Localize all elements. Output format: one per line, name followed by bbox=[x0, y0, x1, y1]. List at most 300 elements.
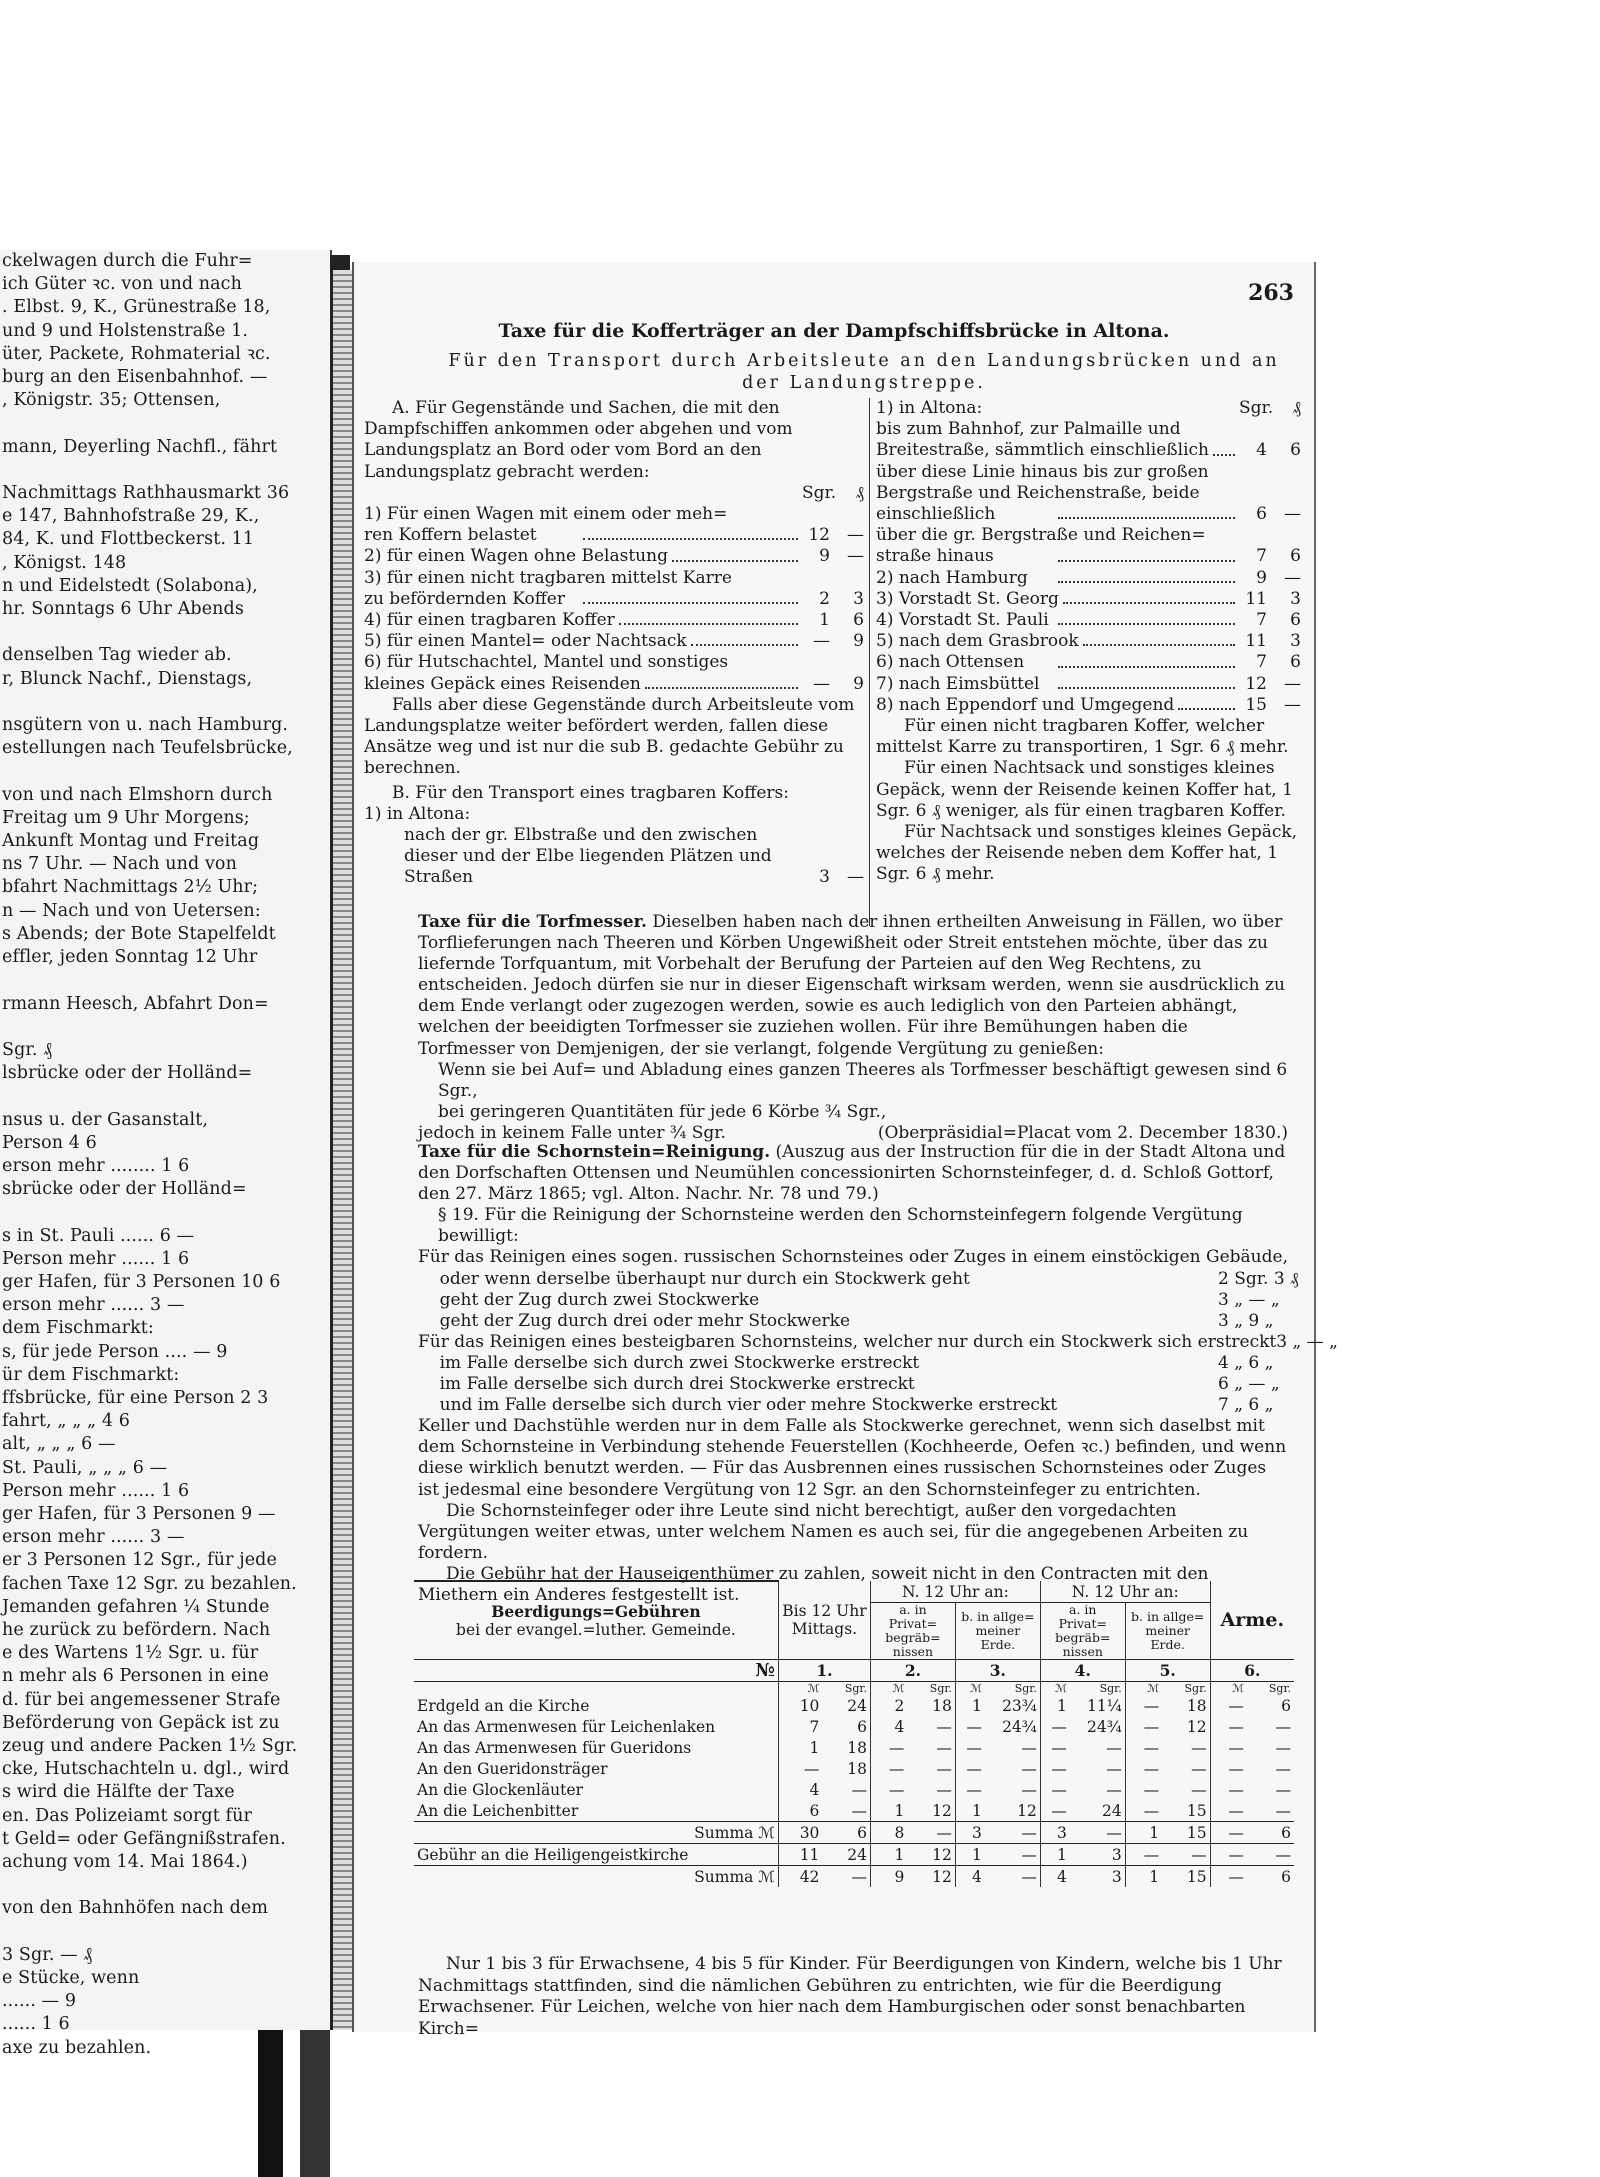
schorn-item-row bbox=[418, 1247, 1288, 1268]
koffer-item-pf: 6 bbox=[853, 610, 864, 631]
left-page-line: n und Eidelstedt (Solabona), bbox=[2, 575, 258, 596]
koffer-item-text: Breitestraße, sämmtlich einschließlich bbox=[876, 440, 1210, 461]
fee-row-value: — bbox=[870, 1737, 907, 1758]
left-page-line: s in St. Pauli ...... 6 — bbox=[2, 1225, 195, 1246]
fee-row-value: — bbox=[851, 1780, 867, 1799]
fee-row-value: 6 bbox=[857, 1717, 867, 1736]
koffer-b-heading: B. Für den Transport eines tragbaren Koffers: bbox=[392, 782, 789, 803]
fee-row-value: — bbox=[1191, 1759, 1207, 1778]
unit-mark: Sgr. bbox=[1268, 1682, 1291, 1695]
left-page-line: 3 Sgr. — ₰ bbox=[2, 1944, 93, 1965]
fee-row-value: — bbox=[955, 1779, 985, 1800]
left-page-line: dem Fischmarkt: bbox=[2, 1318, 154, 1339]
koffer-item-text: 5) für einen Mantel= oder Nachtsack bbox=[364, 631, 687, 652]
left-page-line: von und nach Elmshorn durch bbox=[2, 784, 273, 805]
fee-row-value: — bbox=[1191, 1738, 1207, 1757]
summa-row-value: 6 bbox=[1247, 1822, 1294, 1844]
schorn-item-value: 4 „ 6 „ bbox=[1218, 1352, 1274, 1373]
heilig-row-value: — bbox=[1125, 1844, 1162, 1866]
fee-row-value: — bbox=[1106, 1759, 1122, 1778]
koffer-item-sgr: 12 bbox=[808, 525, 830, 546]
summa-row-value: 3 bbox=[955, 1822, 985, 1844]
schorn-intro: (Auszug aus der Instruction für die in der Stadt Altona und den Dorfschaften Ottensen und Neumühlen concessionirten Schornsteinfeger, d. d. Schloß Gottorf, den 27. März 1865; vgl. Alton. Nachr. Nr. 78 und 79.) bbox=[418, 1142, 1286, 1205]
summa-total-row-value: — bbox=[1210, 1866, 1247, 1888]
summa-total-row bbox=[414, 1866, 1294, 1888]
torf-line2: bei geringeren Quantitäten für jede 6 Körbe ¾ Sgr., bbox=[438, 1101, 887, 1122]
summa-row-value: 8 bbox=[870, 1822, 907, 1844]
fee-row bbox=[414, 1779, 1294, 1800]
left-page-line: ...... 1 6 bbox=[2, 2014, 70, 2035]
left-page-line: achung vom 14. Mai 1864.) bbox=[2, 1852, 248, 1873]
koffer-item-sgr bbox=[1239, 525, 1267, 546]
koffer-item-sgr bbox=[802, 504, 830, 525]
binding-shadow bbox=[258, 2030, 283, 2177]
fee-row-value: — bbox=[1125, 1800, 1162, 1822]
fee-row-value: — bbox=[936, 1738, 952, 1757]
summa-total-row-value: 3 bbox=[1070, 1866, 1125, 1888]
left-page-line: alt, „ „ „ 6 — bbox=[2, 1434, 116, 1455]
fee-row-value: 4 bbox=[778, 1779, 822, 1800]
summa-total-row-value: 1 bbox=[1125, 1866, 1162, 1888]
fee-row-value: — bbox=[1125, 1779, 1162, 1800]
leader-dots bbox=[645, 674, 798, 689]
fee-row-value: 6 bbox=[778, 1800, 822, 1822]
summa-row bbox=[414, 1822, 1294, 1844]
leader-dots bbox=[1058, 504, 1236, 519]
beerdigung-table bbox=[414, 1580, 1294, 1887]
group-header-2: N. 12 Uhr an: bbox=[1040, 1581, 1210, 1603]
leader-dots bbox=[1058, 674, 1236, 689]
left-page-line: lsbrücke oder der Holländ= bbox=[2, 1063, 253, 1084]
left-page-line: sbrücke oder der Holländ= bbox=[2, 1179, 247, 1200]
fee-row-value: 24 bbox=[847, 1696, 867, 1715]
left-page-line: ich Güter ꝛc. von und nach bbox=[2, 274, 242, 295]
left-page-line: Sgr. ₰ bbox=[2, 1039, 53, 1060]
fee-row-value: — bbox=[1040, 1758, 1070, 1779]
column-number: 2. bbox=[870, 1660, 955, 1682]
unit-mark: ℳ bbox=[870, 1682, 907, 1696]
left-page-line: zeug und andere Packen 1½ Sgr. bbox=[2, 1736, 298, 1756]
heilig-row-value: 11 bbox=[778, 1844, 822, 1866]
left-page-line: e 147, Bahnhofstraße 29, K., bbox=[2, 506, 260, 527]
koffer-item-pf: 3 bbox=[853, 588, 864, 609]
fee-row-value: — bbox=[851, 1801, 867, 1820]
koffer-item-sgr: 11 bbox=[1245, 588, 1267, 609]
left-page-line: effler, jeden Sonntag 12 Uhr bbox=[2, 947, 258, 968]
koffer-item-sgr: 7 bbox=[1256, 652, 1267, 673]
koffer-item-row bbox=[876, 589, 1301, 610]
unit-pf: ₰ bbox=[1292, 398, 1301, 418]
left-page bbox=[0, 250, 332, 2058]
koffer-item-text: 5) nach dem Grasbrook bbox=[876, 631, 1079, 652]
left-page-line bbox=[0, 621, 330, 644]
beerdigung-footer: Nur 1 bis 3 für Erwachsene, 4 bis 5 für Kinder. Für Beerdigungen von Kindern, welche bis 1 Uhr Nachmittags stattfinden, sind die nämlichen Gebühren zu entrichten, wie für die Beerdigung Erwachsener. Für Leichen, welche von hier nach dem Hamburgischen oder sonst benachbarten Kirch= bbox=[418, 1954, 1282, 2039]
left-page-line: Ankunft Montag und Freitag bbox=[2, 831, 260, 852]
fee-row bbox=[414, 1695, 1294, 1716]
left-page-line: erson mehr ........ 1 6 bbox=[2, 1155, 190, 1176]
schorn-19: § 19. Für die Reinigung der Schornsteine werden den Schornsteinfegern folgende Vergütung bewilligt: bbox=[438, 1205, 1243, 1247]
koffer-item-text: 3) für einen nicht tragbaren mittelst Karre bbox=[364, 567, 732, 588]
koffer-item-pf: — bbox=[1284, 694, 1301, 715]
left-page-line bbox=[0, 1874, 330, 1897]
unit-mark: ℳ bbox=[1210, 1682, 1247, 1696]
fee-row-value: 12 bbox=[1017, 1801, 1037, 1820]
fee-row-value: — bbox=[1021, 1738, 1037, 1757]
left-page-line: Person 4 6 bbox=[2, 1132, 97, 1153]
koffer-item-row bbox=[876, 419, 1301, 440]
koffer-b1: 1) in Altona: bbox=[364, 803, 471, 824]
torf-paragraph bbox=[418, 912, 1288, 1060]
koffer-b1-sgr: 3 bbox=[819, 867, 830, 888]
left-page-line bbox=[0, 760, 330, 783]
fee-row-value: — bbox=[870, 1779, 907, 1800]
koffer-item-sgr: 6 bbox=[1256, 504, 1267, 525]
left-page-line: ür dem Fischmarkt: bbox=[2, 1364, 180, 1385]
koffer-item-row bbox=[364, 652, 864, 673]
left-page-line: Person mehr ...... 1 6 bbox=[2, 1248, 190, 1269]
koffer-item-sgr: 9 bbox=[1256, 567, 1267, 588]
koffer-item-text: Bergstraße und Reichenstraße, beide bbox=[876, 482, 1200, 503]
schorn-item-text: Für das Reinigen eines sogen. russischen Schornsteines oder Zuges in einem einstöckigen Gebäude, bbox=[418, 1247, 1288, 1268]
koffer-item-text: über die gr. Bergstraße und Reichen= bbox=[876, 525, 1206, 546]
unit-mark: Sgr. bbox=[929, 1682, 952, 1695]
unit-pf: ₰ bbox=[855, 482, 864, 503]
fee-row-value: 18 bbox=[847, 1738, 867, 1757]
fee-row-label: An den Gueridonsträger bbox=[417, 1759, 608, 1778]
left-page-line: üter, Packete, Rohmaterial ꝛc. bbox=[2, 343, 271, 364]
koffer-b1-text: nach der gr. Elbstraße und den zwischen dieser und der Elbe liegenden Plätzen und Straßen bbox=[404, 825, 772, 888]
left-page-line: s, für jede Person .... — 9 bbox=[2, 1341, 228, 1362]
summa-row-value: — bbox=[1070, 1822, 1125, 1844]
column-divider bbox=[869, 398, 870, 926]
koffer-item-text: kleines Gepäck eines Reisenden bbox=[364, 673, 641, 694]
schorn-item-text: im Falle derselbe sich durch drei Stockwerke erstreckt bbox=[418, 1374, 915, 1395]
unit-mark: Sgr. bbox=[844, 1682, 867, 1695]
koffer-item-sgr: — bbox=[813, 673, 830, 694]
schorn-item-text: geht der Zug durch drei oder mehr Stockwerke bbox=[418, 1310, 851, 1331]
koffer-right-items bbox=[876, 419, 1301, 716]
koffer-item-pf: 6 bbox=[1290, 440, 1301, 461]
leader-dots bbox=[583, 589, 798, 604]
koffer-right-column bbox=[876, 398, 1301, 886]
fee-row-value: — bbox=[955, 1737, 985, 1758]
left-page-line: von den Bahnhöfen nach dem bbox=[2, 1898, 269, 1919]
fee-row-value: — bbox=[1106, 1738, 1122, 1757]
fee-row-value: 1 bbox=[1040, 1695, 1070, 1716]
koffer-right-notes bbox=[876, 716, 1301, 886]
column-number: 5. bbox=[1125, 1660, 1210, 1682]
summa-row-value: — bbox=[907, 1822, 955, 1844]
fee-row-value: — bbox=[1125, 1695, 1162, 1716]
fee-row-value: 7 bbox=[778, 1716, 822, 1737]
fee-row-value: — bbox=[1210, 1779, 1247, 1800]
koffer-item-text: einschließlich bbox=[876, 504, 996, 525]
binding-shadow bbox=[300, 2030, 330, 2177]
summa-total-row-value: 42 bbox=[778, 1866, 822, 1888]
koffer-item-sgr: 15 bbox=[1245, 694, 1267, 715]
koffer-item-sgr: 11 bbox=[1245, 631, 1267, 652]
fee-row-label: An die Glockenläuter bbox=[417, 1780, 583, 1799]
fee-row bbox=[414, 1737, 1294, 1758]
fee-row-value: 18 bbox=[1186, 1696, 1207, 1715]
summa-total-row-value: 12 bbox=[907, 1866, 955, 1888]
fee-row-value: — bbox=[1040, 1737, 1070, 1758]
schorn-item-row bbox=[418, 1353, 1288, 1374]
fee-row-value: 18 bbox=[847, 1759, 867, 1778]
koffer-item-sgr: 12 bbox=[1245, 673, 1267, 694]
unit-sgr: Sgr. bbox=[802, 482, 837, 503]
left-page-line bbox=[0, 1085, 330, 1108]
leader-dots bbox=[1063, 589, 1235, 604]
schorn-title: Taxe für die Schornstein=Reinigung. bbox=[418, 1142, 771, 1162]
table-title: Beerdigungs=Gebühren bbox=[491, 1602, 701, 1621]
fee-row-value: 12 bbox=[1186, 1717, 1207, 1736]
spacer bbox=[414, 1682, 778, 1696]
koffer-right-note: Für Nachtsack und sonstiges kleines Gepäck, welches der Reisende neben dem Koffer hat, 1 Sgr. 6 ₰ mehr. bbox=[876, 822, 1298, 885]
fee-row-value: — bbox=[955, 1716, 985, 1737]
summa-row-label: Summa ℳ bbox=[414, 1822, 778, 1844]
schorn-item-row bbox=[418, 1374, 1288, 1395]
left-page-line: und 9 und Holstenstraße 1. bbox=[2, 320, 249, 341]
koffer-item-text: über diese Linie hinaus bis zur großen bbox=[876, 461, 1209, 482]
schorn-item-text: geht der Zug durch zwei Stockwerke bbox=[418, 1289, 760, 1310]
schorn-item-value: 6 „ — „ bbox=[1218, 1374, 1280, 1395]
heilig-row-label: Gebühr an die Heiligengeistkirche bbox=[414, 1844, 778, 1866]
torf-section bbox=[418, 912, 1288, 1144]
left-page-line: Freitag um 9 Uhr Morgens; bbox=[2, 807, 250, 828]
torf-source: (Oberpräsidial=Placat vom 2. December 1830.) bbox=[877, 1122, 1288, 1143]
schorn-section bbox=[418, 1142, 1338, 1606]
fee-row-value: — bbox=[955, 1758, 985, 1779]
koffer-item-pf bbox=[830, 504, 864, 525]
heilig-row-value: — bbox=[1210, 1844, 1247, 1866]
schorn-item-value: 7 „ 6 „ bbox=[1218, 1395, 1274, 1416]
left-page-line: t Geld= oder Gefängnißstrafen. bbox=[2, 1828, 286, 1849]
left-page-line: , Königstr. 35; Ottensen, bbox=[2, 390, 221, 411]
left-page-line: bfahrt Nachmittags 2½ Uhr; bbox=[2, 877, 259, 898]
koffer-item-row bbox=[364, 610, 864, 631]
left-page-line bbox=[0, 412, 330, 435]
koffer-item-text: 8) nach Eppendorf und Umgegend bbox=[876, 694, 1175, 715]
left-page-line: nsus u. der Gasanstalt, bbox=[2, 1109, 208, 1130]
unit-mark: ℳ bbox=[955, 1682, 985, 1696]
fee-row bbox=[414, 1716, 1294, 1737]
koffer-item-text: 2) nach Hamburg bbox=[876, 567, 1028, 588]
left-page-line: cke, Hutschachteln u. dgl., wird bbox=[2, 1759, 290, 1780]
page-number: 263 bbox=[1248, 280, 1294, 306]
fee-row-value: — bbox=[1106, 1780, 1122, 1799]
koffer-item-text: 3) Vorstadt St. Georg bbox=[876, 588, 1059, 609]
left-page-line: erson mehr ...... 3 — bbox=[2, 1527, 185, 1548]
koffer-intro: A. Für Gegenstände und Sachen, die mit den Dampfschiffen ankommen oder abgehen und vom Landungsplatz an Bord oder vom Bord an den Landungsplatz gebracht werden: bbox=[364, 398, 793, 482]
schorn-item-text: und im Falle derselbe sich durch vier oder mehre Stockwerke erstreckt bbox=[418, 1395, 1058, 1416]
col-mittags: Bis 12 Uhr Mittags. bbox=[778, 1581, 870, 1660]
koffer-item-pf: 6 bbox=[1290, 546, 1301, 567]
fee-row bbox=[414, 1758, 1294, 1779]
unit-header bbox=[364, 483, 864, 504]
summa-row-value: 3 bbox=[1040, 1822, 1070, 1844]
koffer-item-text: straße hinaus bbox=[876, 546, 994, 567]
koffer-subtitle: Für den Transport durch Arbeitsleute an den Landungsbrücken und an der Landungstreppe. bbox=[448, 351, 1280, 393]
koffer-item-text: 1) Für einen Wagen mit einem oder meh= bbox=[364, 504, 728, 525]
koffer-item-text: 6) nach Ottensen bbox=[876, 652, 1025, 673]
fee-row-label: Erdgeld an die Kirche bbox=[417, 1696, 590, 1715]
koffer-title: Taxe für die Kofferträger an der Dampfschiffsbrücke in Altona. bbox=[498, 320, 1170, 342]
left-page-line: d. für bei angemessener Strafe bbox=[2, 1689, 281, 1710]
heilig-row-value: — bbox=[1247, 1844, 1294, 1866]
koffer-left-column bbox=[364, 398, 864, 889]
koffer-item-row bbox=[364, 674, 864, 695]
koffer-item-sgr: 4 bbox=[1256, 440, 1267, 461]
koffer-item-pf: 3 bbox=[1290, 588, 1301, 609]
schorn-item-text: im Falle derselbe sich durch zwei Stockwerke erstreckt bbox=[418, 1352, 920, 1373]
leader-dots bbox=[1058, 610, 1236, 625]
col-sub-b: b. in allge= meiner Erde. bbox=[955, 1603, 1040, 1660]
koffer-item-pf: — bbox=[1284, 567, 1301, 588]
fee-row-value: — bbox=[1210, 1695, 1247, 1716]
fee-row-value: 2 bbox=[870, 1695, 907, 1716]
left-page-line: n mehr als 6 Personen in eine bbox=[2, 1666, 269, 1687]
summa-total-row-label: Summa ℳ bbox=[414, 1866, 778, 1888]
koffer-item-row bbox=[364, 546, 864, 567]
fee-row-value: 6 bbox=[1281, 1696, 1291, 1715]
unit-mark: ℳ bbox=[778, 1682, 822, 1696]
column-number: 6. bbox=[1210, 1660, 1294, 1682]
koffer-item-text: bis zum Bahnhof, zur Palmaille und bbox=[876, 419, 1181, 440]
unit-mark: Sgr. bbox=[1184, 1682, 1207, 1695]
left-page-line: ns 7 Uhr. — Nach und von bbox=[2, 854, 237, 875]
fee-row-value: 15 bbox=[1186, 1801, 1207, 1820]
col-arme: Arme. bbox=[1210, 1581, 1294, 1660]
left-page-line: axe zu bezahlen. bbox=[2, 2037, 152, 2058]
koffer-item-row bbox=[876, 568, 1301, 589]
fee-row-value: — bbox=[1191, 1780, 1207, 1799]
koffer-item-row bbox=[876, 695, 1301, 716]
left-page-line: er 3 Personen 12 Sgr., für jede bbox=[2, 1550, 277, 1571]
table-header-row bbox=[414, 1581, 1294, 1603]
leader-dots bbox=[1058, 652, 1236, 667]
schorn-item-value: 3 „ 9 „ bbox=[1218, 1310, 1274, 1331]
koffer-item-sgr bbox=[802, 652, 830, 673]
koffer-item-row bbox=[876, 462, 1301, 483]
fee-row-value: — bbox=[1275, 1780, 1291, 1799]
leader-dots bbox=[619, 610, 798, 625]
fee-row-value: 18 bbox=[932, 1696, 952, 1715]
left-page-line: he zurück zu befördern. Nach bbox=[2, 1619, 271, 1640]
left-page-line: Person mehr ...... 1 6 bbox=[2, 1480, 190, 1501]
torf-text: Dieselben haben nach der ihnen ertheilten Anweisung in Fällen, wo über Torflieferungen nach Theeren und Körben Ungewißheit oder Streit entstehen möchte, über das zu liefernde Torfquantum, mit Vorbehalt der Berufung der Parteien auf den Weg Rechtens, zu entscheiden. Jedoch dürfen sie nur in dieser Eigenschaft wirksam werden, wenn sie ausdrücklich zu dem Ende verlangt oder zugezogen werden, sowie es auch lediglich von den Parteien abhängt, welchen der beeidigten Torfmesser sie zuziehen wollen. Für ihre Bemühungen haben die Torfmesser von Demjenigen, der sie verlangt, folgende Vergütung zu genießen: bbox=[418, 912, 1285, 1059]
left-page-line: burg an den Eisenbahnhof. — bbox=[2, 367, 268, 388]
col-sub-a: a. in Privat= begräb= nissen bbox=[1040, 1603, 1125, 1660]
schorn-item-value: 2 Sgr. 3 ₰ bbox=[1218, 1268, 1299, 1289]
koffer-item-sgr: 7 bbox=[1256, 546, 1267, 567]
summa-total-row-value: — bbox=[822, 1866, 870, 1888]
fee-row-value: — bbox=[1040, 1716, 1070, 1737]
fee-row-value: — bbox=[936, 1759, 952, 1778]
schorn-item-row bbox=[418, 1311, 1288, 1332]
koffer-item-row bbox=[876, 674, 1301, 695]
koffer-item-sgr bbox=[1239, 483, 1267, 504]
column-number: 4. bbox=[1040, 1660, 1125, 1682]
fee-row-label: An das Armenwesen für Leichenlaken bbox=[417, 1717, 716, 1736]
koffer-b1-row bbox=[364, 825, 864, 889]
summa-row-value: 1 bbox=[1125, 1822, 1162, 1844]
koffer-item-pf: 6 bbox=[1290, 652, 1301, 673]
koffer-item-row bbox=[364, 589, 864, 610]
left-page-line: nsgütern von u. nach Hamburg. bbox=[2, 715, 289, 736]
koffer-b1-pf: — bbox=[847, 867, 864, 888]
summa-total-row-value: 15 bbox=[1162, 1866, 1210, 1888]
koffer-item-pf bbox=[1267, 462, 1301, 483]
koffer-item-row bbox=[876, 483, 1301, 504]
koffer-item-text: 6) für Hutschachtel, Mantel und sonstiges bbox=[364, 652, 729, 673]
schorn-item-value: 3 „ — „ bbox=[1218, 1289, 1280, 1310]
heilig-row-value: — bbox=[1162, 1844, 1210, 1866]
left-page-line: 84, K. und Flottbeckerst. 11 bbox=[2, 529, 255, 550]
koffer-right-note: Für einen nicht tragbaren Koffer, welcher mittelst Karre zu transportiren, 1 Sgr. 6 ₰ mehr. bbox=[876, 716, 1289, 758]
left-page-line: e Stücke, wenn bbox=[2, 1968, 140, 1989]
koffer-item-sgr: 7 bbox=[1256, 610, 1267, 631]
koffer-item-pf: — bbox=[1284, 673, 1301, 694]
torf-title: Taxe für die Torfmesser. bbox=[418, 912, 647, 932]
column-number: 1. bbox=[778, 1660, 870, 1682]
koffer-item-sgr: — bbox=[813, 631, 830, 652]
koffer-item-row bbox=[876, 504, 1301, 525]
summa-row-value: 30 bbox=[778, 1822, 822, 1844]
koffer-item-pf: — bbox=[847, 525, 864, 546]
left-page-line: e des Wartens 1½ Sgr. u. für bbox=[2, 1643, 259, 1664]
left-page-line: St. Pauli, „ „ „ 6 — bbox=[2, 1457, 168, 1478]
fee-row-value: — bbox=[1210, 1800, 1247, 1822]
koffer-item-pf bbox=[1267, 483, 1301, 504]
fee-row-value: — bbox=[936, 1780, 952, 1799]
left-page-line bbox=[0, 459, 330, 482]
heilig-row-value: 1 bbox=[1040, 1844, 1070, 1866]
fee-row-value: 12 bbox=[932, 1801, 952, 1820]
number-label: № bbox=[414, 1660, 778, 1682]
heilig-row-value: 24 bbox=[822, 1844, 870, 1866]
fee-row-value: 1 bbox=[778, 1737, 822, 1758]
schorn-tail3: Die Gebühr hat der Hauseigenthümer zu zahlen, soweit nicht in den Contracten mit den Miethern ein Anderes festgestellt ist. bbox=[418, 1563, 1209, 1605]
left-page-line: erson mehr ...... 3 — bbox=[2, 1295, 185, 1316]
fee-row-value: — bbox=[1040, 1800, 1070, 1822]
koffer-item-sgr bbox=[1239, 419, 1267, 440]
fee-row-value: — bbox=[1040, 1779, 1070, 1800]
koffer-item-text: 4) für einen tragbaren Koffer bbox=[364, 610, 615, 631]
fee-row-value: — bbox=[1125, 1716, 1162, 1737]
summa-total-row-value: 4 bbox=[955, 1866, 985, 1888]
leader-dots bbox=[1058, 546, 1236, 561]
unit-sgr: Sgr. bbox=[1239, 398, 1274, 418]
heilig-row-value: 3 bbox=[1070, 1844, 1125, 1866]
schorn-item-row bbox=[418, 1331, 1338, 1353]
fee-row-value: — bbox=[1275, 1759, 1291, 1778]
koffer-item-row bbox=[876, 631, 1301, 652]
left-page-line: Nachmittags Rathhausmarkt 36 bbox=[2, 483, 290, 504]
koffer-item-row bbox=[364, 568, 864, 589]
left-page-line: denselben Tag wieder ab. bbox=[2, 645, 232, 666]
leader-dots bbox=[672, 546, 798, 561]
fee-row-value: — bbox=[936, 1717, 952, 1736]
left-page-line: s wird die Hälfte der Taxe bbox=[2, 1782, 235, 1803]
heilig-row-value: — bbox=[985, 1844, 1040, 1866]
left-page-line bbox=[0, 691, 330, 714]
heilig-row-value: 1 bbox=[870, 1844, 907, 1866]
koffer-item-sgr: 2 bbox=[819, 588, 830, 609]
torf-line1: Wenn sie bei Auf= und Abladung eines ganzen Theeres als Torfmesser beschäftigt gewesen sind 6 Sgr., bbox=[438, 1059, 1288, 1101]
left-page-line: hr. Sonntags 6 Uhr Abends bbox=[2, 599, 244, 620]
schorn-item-text: oder wenn derselbe überhaupt nur durch ein Stockwerk geht bbox=[418, 1268, 970, 1289]
